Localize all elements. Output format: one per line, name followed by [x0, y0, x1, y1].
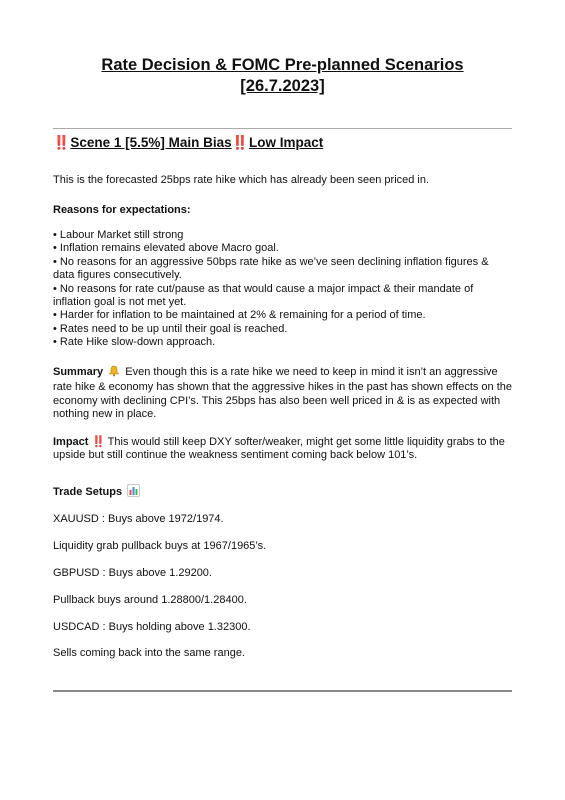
impact-label: Impact	[53, 436, 89, 448]
trade-line-usdcad-sells: Sells coming back into the same range.	[53, 647, 245, 659]
double-exclamation-icon: ‼️	[231, 135, 247, 150]
trade-setups-heading	[53, 484, 512, 501]
trade-line-gbpusd: GBPUSD : Buys above 1.29200.	[53, 567, 212, 579]
top-divider	[53, 128, 512, 129]
bell-icon	[108, 365, 120, 381]
list-item: • Labour Market still strong	[53, 229, 512, 242]
summary-label: Summary	[53, 366, 104, 378]
list-item: • Rate Hike slow-down approach.	[53, 336, 512, 349]
scene-heading	[53, 135, 323, 151]
reasons-list	[53, 229, 512, 350]
list-item: • No reasons for rate cut/pause as that would cause a major impact & their mandate of inflation goal is not met yet.	[53, 283, 512, 310]
trade-setups-label: Trade Setups	[53, 486, 123, 498]
summary-text: Even though this is a rate hike we need to keep in mind it isn’t an aggressive rate hike & economy has shown that the aggressive hikes in the past has shown effects on the economy with declining CPI’s. This 25bps has also been well priced in & is as expected with nothing new in place.	[53, 366, 513, 421]
list-item: • No reasons for an aggressive 50bps rate hike as we’ve seen declining inflation figures & data figures consecutively.	[53, 256, 512, 283]
trade-line-usdcad: USDCAD : Buys holding above 1.32300.	[53, 621, 251, 633]
list-item: • Rates need to be up until their goal is reached.	[53, 323, 512, 336]
bottom-divider	[53, 690, 512, 692]
scene-impact: Low Impact	[248, 135, 324, 150]
impact-paragraph	[53, 436, 512, 463]
trade-line-xauusd-pullback: Liquidity grab pullback buys at 1967/1965’s.	[53, 540, 267, 552]
intro-text: This is the forecasted 25bps rate hike which has already been seen priced in.	[53, 174, 430, 186]
title-line-1: Rate Decision & FOMC Pre-planned Scenarios	[101, 56, 464, 74]
trade-line-gbpusd-pullback: Pullback buys around 1.28800/1.28400.	[53, 594, 247, 606]
impact-text: This would still keep DXY softer/weaker, might get some little liquidity grabs to the upside but still continue the weakness sentiment coming back below 101’s.	[53, 436, 505, 462]
reasons-heading: Reasons for expectations:	[53, 204, 191, 216]
scene-title: Scene 1 [5.5%] Main Bias	[70, 135, 232, 150]
list-item: • Inflation remains elevated above Macro goal.	[53, 242, 512, 255]
double-exclamation-icon: ‼️	[91, 436, 104, 448]
page-title	[53, 55, 512, 97]
title-line-2: [26.7.2023]	[240, 77, 325, 95]
list-item: • Harder for inflation to be maintained at 2% & remaining for a period of time.	[53, 309, 512, 322]
bar-chart-icon	[127, 484, 140, 501]
double-exclamation-icon: ‼️	[53, 135, 69, 150]
summary-paragraph	[53, 365, 512, 422]
trade-line-xauusd: XAUUSD : Buys above 1972/1974.	[53, 513, 224, 525]
